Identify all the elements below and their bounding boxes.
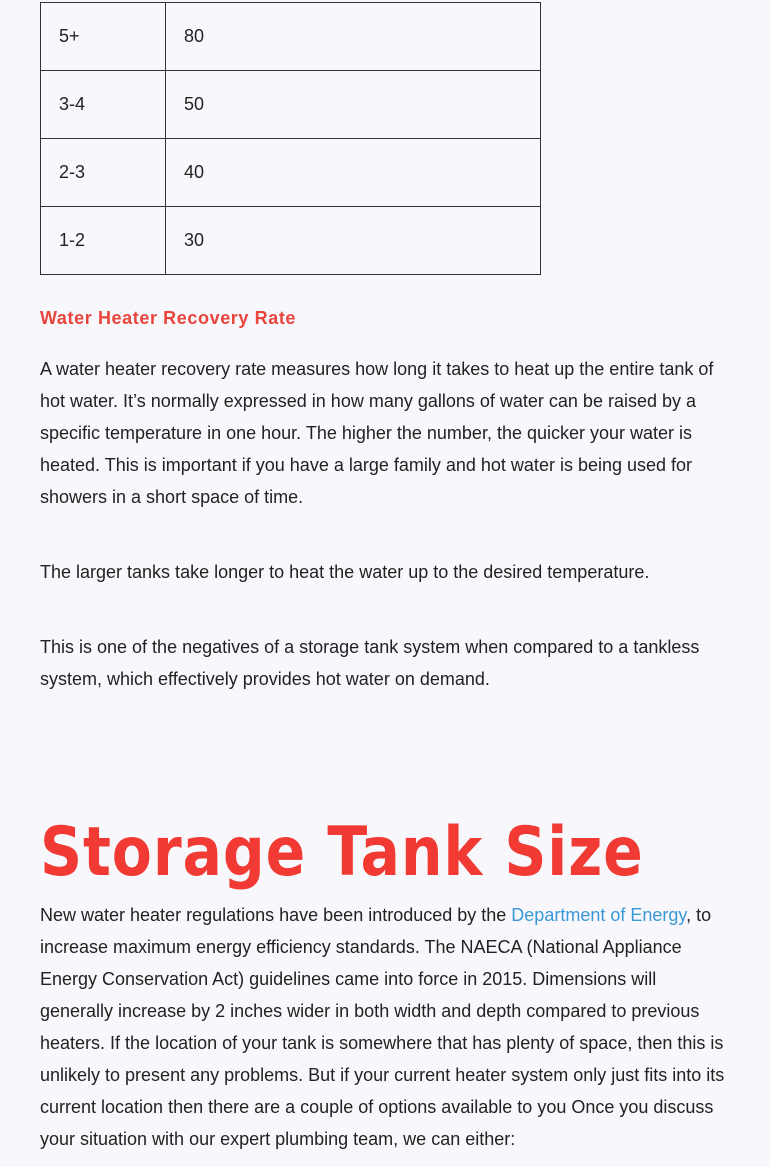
table-cell-gallons: 30	[166, 207, 541, 275]
table-cell-gallons: 40	[166, 139, 541, 207]
table-cell-gallons: 80	[166, 3, 541, 71]
table-row	[41, 207, 541, 275]
table-cell-people: 5+	[41, 3, 166, 71]
table-cell-people: 3-4	[41, 71, 166, 139]
regulations-text-end: , to increase maximum energy efficiency standards. The NAECA (National Appliance Energy Conservation Act) guidelines came into force in 2015. Dimensions will generally increase by 2 inches wider in both width and depth compared to previous heaters. If the location of your tank is somewhere that has plenty of space, then this is unlikely to present any problems. But if your current heater system only just fits into its current location then there are a couple of options available to you Once you discuss your situation with our expert plumbing team, we can either:	[40, 905, 725, 1149]
table-cell-people: 2-3	[41, 139, 166, 207]
recovery-rate-paragraph: A water heater recovery rate measures how long it takes to heat up the entire tank of hot water. It’s normally expressed in how many gallons of water can be raised by a specific temperature in one hour. The higher the number, the quicker your water is heated. This is important if you have a large family and hot water is being used for showers in a short space of time.	[40, 359, 714, 507]
regulations-paragraph	[40, 899, 732, 1155]
regulations-text-start: New water heater regulations have been introduced by the	[40, 905, 512, 925]
storage-tank-size-title: Storage Tank Size	[40, 813, 644, 892]
recovery-rate-heading: Water Heater Recovery Rate	[40, 308, 297, 328]
table-cell-gallons: 50	[166, 71, 541, 139]
household-size-table	[40, 2, 541, 275]
article-content	[40, 0, 732, 1155]
tank-negatives-paragraph: This is one of the negatives of a storage tank system when compared to a tankless system, which effectively provides hot water on demand.	[40, 637, 700, 689]
table-row	[41, 139, 541, 207]
table-row	[41, 71, 541, 139]
table-row	[41, 3, 541, 71]
larger-tanks-paragraph: The larger tanks take longer to heat the water up to the desired temperature.	[40, 562, 650, 582]
table-cell-people: 1-2	[41, 207, 166, 275]
department-of-energy-link[interactable]: Department of Energy	[511, 905, 687, 925]
